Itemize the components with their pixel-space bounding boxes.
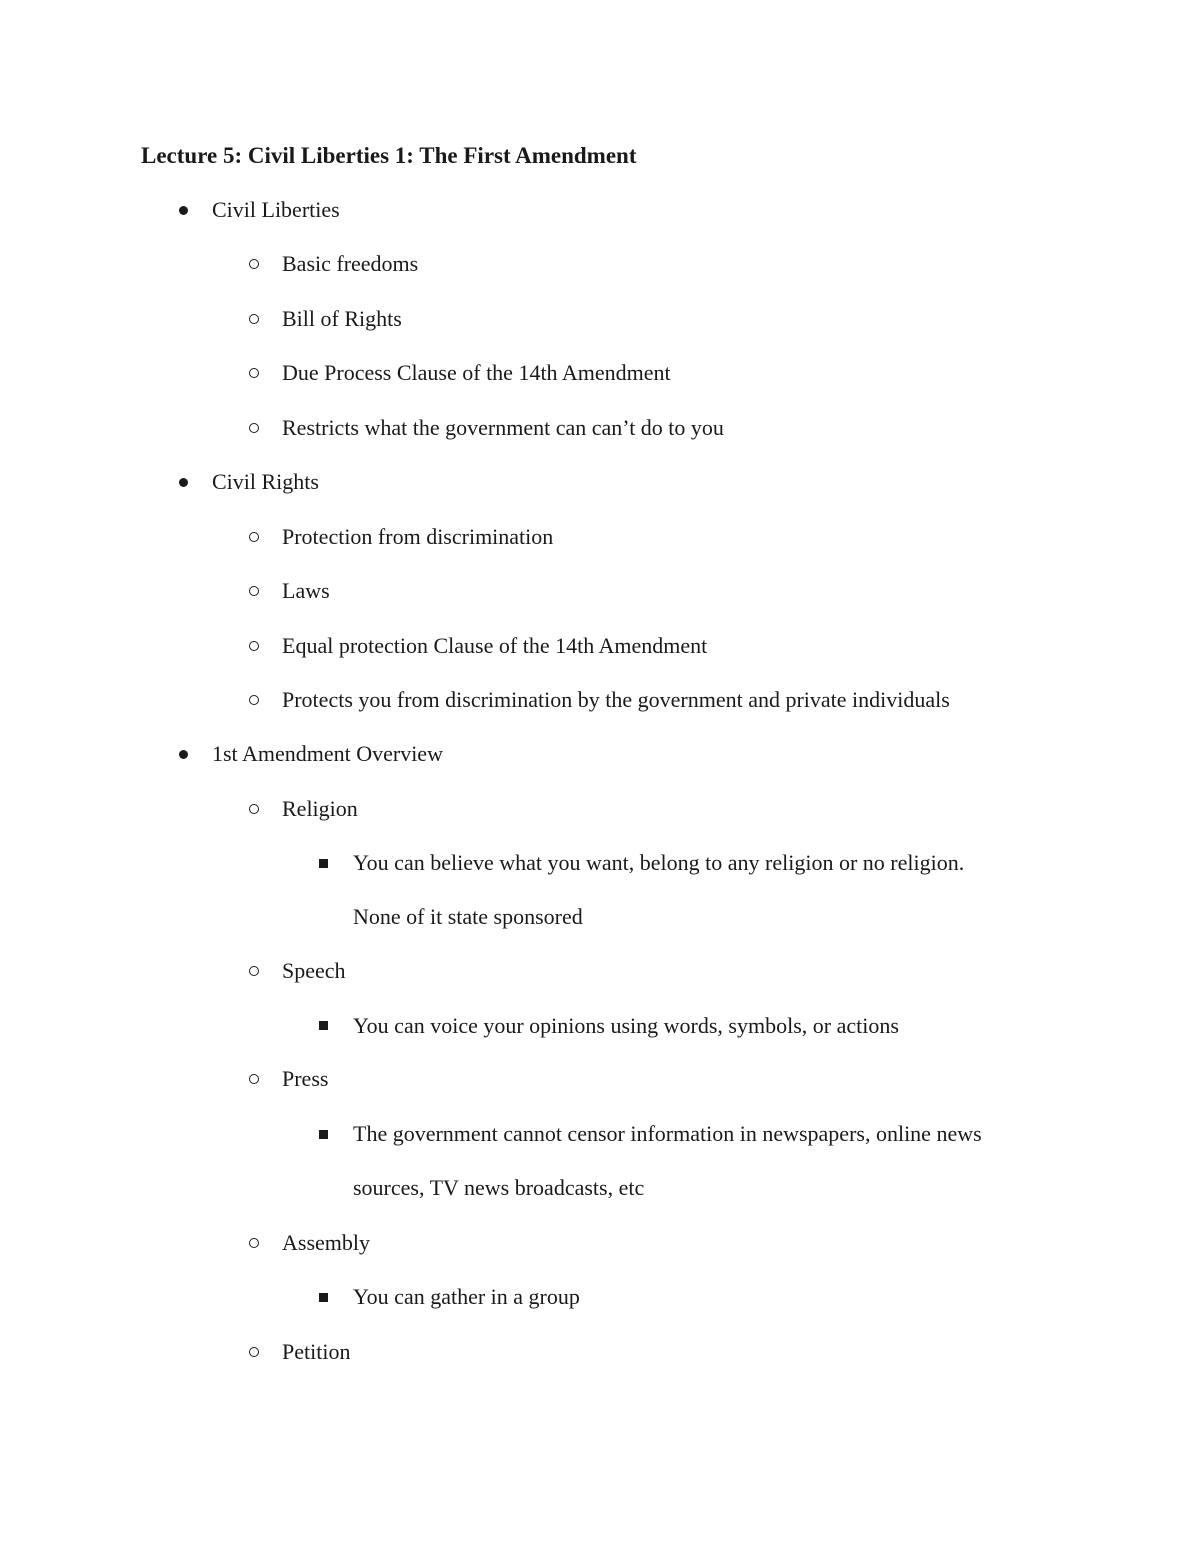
list-item-assembly: Assembly [282, 1230, 370, 1255]
bullet-circle-icon [249, 641, 259, 651]
bullet-dot-icon [179, 206, 188, 215]
bullet-circle-icon [249, 423, 259, 433]
detail-line: The government cannot censor information in newspapers, online news [353, 1121, 982, 1146]
list-item: Laws [282, 578, 330, 603]
list-item: Basic freedoms [282, 251, 419, 276]
bullet-circle-icon [249, 695, 259, 705]
detail-line: You can believe what you want, belong to any religion or no religion. [353, 850, 965, 875]
page-title: Lecture 5: Civil Liberties 1: The First Amendment [141, 143, 637, 168]
section-heading-civil-rights: Civil Rights [212, 469, 319, 494]
list-item: Protection from discrimination [282, 524, 554, 549]
detail-line: sources, TV news broadcasts, etc [353, 1175, 645, 1200]
section-heading-civil-liberties: Civil Liberties [212, 197, 340, 222]
bullet-circle-icon [249, 368, 259, 378]
section-heading-first-amendment: 1st Amendment Overview [212, 741, 443, 766]
detail-line: You can voice your opinions using words, symbols, or actions [353, 1013, 899, 1038]
bullet-circle-icon [249, 259, 259, 269]
bullet-square-icon [319, 859, 328, 868]
list-item: Protects you from discrimination by the government and private individuals [282, 687, 950, 712]
list-item: Restricts what the government can can’t do to you [282, 415, 724, 440]
list-item-press: Press [282, 1066, 329, 1091]
list-item: Bill of Rights [282, 306, 402, 331]
bullet-circle-icon [249, 804, 259, 814]
detail-line: None of it state sponsored [353, 904, 583, 929]
bullet-circle-icon [249, 1074, 259, 1084]
bullet-square-icon [319, 1293, 328, 1302]
list-item: Equal protection Clause of the 14th Amendment [282, 633, 708, 658]
bullet-circle-icon [249, 314, 259, 324]
list-item-petition: Petition [282, 1339, 351, 1364]
bullet-square-icon [319, 1021, 328, 1030]
detail-line: You can gather in a group [353, 1284, 580, 1309]
bullet-dot-icon [179, 478, 188, 487]
bullet-circle-icon [249, 1347, 259, 1357]
list-item-religion: Religion [282, 796, 358, 821]
list-item: Due Process Clause of the 14th Amendment [282, 360, 671, 385]
bullet-square-icon [319, 1130, 328, 1139]
bullet-circle-icon [249, 586, 259, 596]
bullet-circle-icon [249, 532, 259, 542]
list-item-speech: Speech [282, 958, 346, 983]
bullet-circle-icon [249, 1238, 259, 1248]
bullet-circle-icon [249, 966, 259, 976]
bullet-dot-icon [179, 750, 188, 759]
